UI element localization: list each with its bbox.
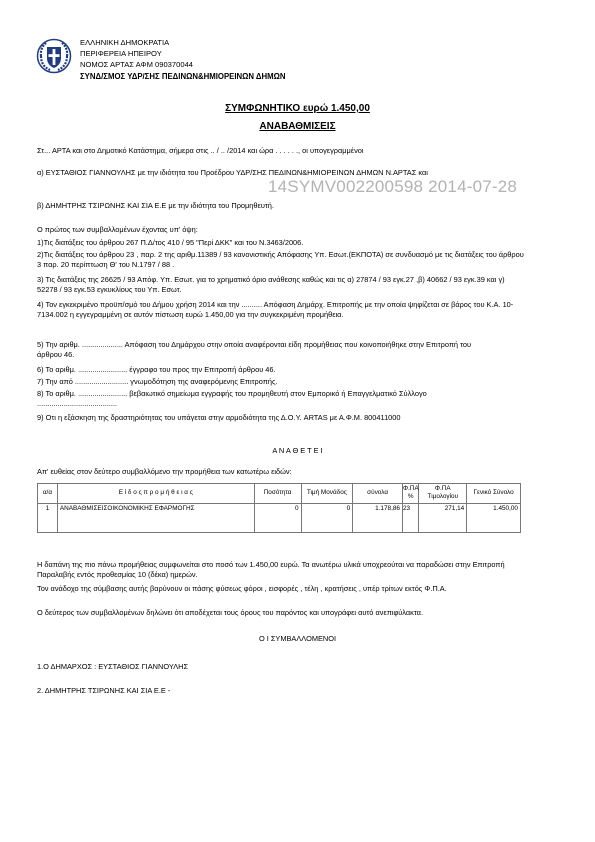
party-a: α) ΕΥΣΤΑΘΙΟΣ ΓΙΑΝΝΟΥΛΗΣ με την ιδιότητα του Προέδρου ΥΔΡ/ΣΗΣ ΠΕΔΙΝΩΝ&ΗΜΙΟΡΕΙΝΩΝ ΔΗΜΩΝ Ν.ΑΡΤΑΣ και <box>37 168 428 177</box>
cell-unit-price: 0 <box>301 503 353 532</box>
header-unit-price: Τιμή Μονάδος <box>301 484 353 504</box>
list-item-7: 7) Την από .......................... γνωμοδότηση της αναφερόμενης Επιτροπής. <box>37 377 278 386</box>
cell-index: 1 <box>38 503 58 532</box>
party-b: β) ΔΗΜΗΤΡΗΣ ΤΣΙΡΩΝΗΣ ΚΑΙ ΣΙΑ Ε.Ε με την ιδιότητα του Προμηθευτή. <box>37 201 274 210</box>
header-subtotal: σύνολα <box>353 484 403 504</box>
list-item-5: 5) Την αριθμ. .................... Απόφαση του Δημάρχου στην οποία αναφέρονται είδη προμήθειας που κοινοποιήθηκε στην Επιτροπή του άρθρου 46. <box>37 340 472 359</box>
closing-paragraph-1: Η δαπάνη της πιο πάνω προμήθειας συμφωνείται στο ποσό των 1.450,00 ευρώ. Τα ανωτέρω υλικά υποχρεούται να παραδώσει στην Επιτροπή Παραλαβής εντός προθεσμίας 10 (δέκα) ημερών. <box>37 560 505 579</box>
watermark: 14SYMV002200598 2014-07-28 <box>268 177 518 196</box>
header-index: α/α <box>38 484 58 504</box>
header-grand-total: Γενικό Σύνολο <box>467 484 521 504</box>
header-line-3: ΝΟΜΟΣ ΑΡΤΑΣ ΑΦΜ 090370044 <box>80 60 194 69</box>
items-table <box>37 483 521 533</box>
assigns-text: Απ' ευθείας στον δεύτερο συμβαλλόμενο την προμήθεια των κατωτέρω ειδών: <box>37 467 292 476</box>
consideration-2: 2)Τις διατάξεις του άρθρου 23 , παρ. 2 της αριθμ.11389 / 93 κανονιστικής Απόφασης Υπ. Εσωτ.(ΕΚΠΟΤΑ) σε συνδυασμό με τις διατάξεις του άρθρου 3 παρ. 20 περίπτωση Θ' του Ν.1797 / 88 . <box>37 250 524 269</box>
cell-subtotal: 1.178,86 <box>353 503 403 532</box>
list-item-9: 9) Οτι η εξάσκηση της δραστηριότητας του υπάγεται στην αρμοδιότητα της Δ.Ο.Υ. ARTAS με Α.Φ.Μ. 800411000 <box>37 413 401 422</box>
document-subtitle: ΑΝΑΒΑΘΜΙΣΕΙΣ <box>259 121 336 132</box>
header-item: Ε ί δ ο ς π ρ ο μ ή θ ε ι α ς <box>57 484 254 504</box>
signatory-1: 1.Ο ΔΗΜΑΡΧΟΣ : ΕΥΣΤΑΘΙΟΣ ΓΙΑΝΝΟΥΛΗΣ <box>37 662 189 671</box>
closing-paragraph-3: Ο δεύτερος των συμβαλλομένων δηλώνει ότι αποδέχεται τους όρους του παρόντος και υπογράφει αυτό ανεπιφύλακτα. <box>37 608 424 617</box>
header-vat-percent: Φ.ΠΑ % <box>402 484 418 504</box>
header-line-2: ΠΕΡΙΦΕΡΕΙΑ ΗΠΕΙΡΟΥ <box>80 49 162 58</box>
table-header-row <box>38 484 521 504</box>
consideration-3: 3) Τις διατάξεις της 26625 / 93 Απόφ. Υπ. Εσωτ. για το χρηματικό όριο ανάθεσης καθώς και τις α) 27874 / 93 εγκ.27 ,β) 40662 / 93 εγκ.39 και γ) 52278 / 93 εγκ.53 εγκυκλίους του Υπ. Εσωτ. <box>37 275 505 294</box>
closing-paragraph-2: Τον ανάδοχο της σύμβασης αυτής βαρύνουν οι πάσης φύσεως φόροι , εισφορές , τέλη , κρατήσεις , υπέρ τρίτων εκτός Φ.Π.Α. <box>37 584 447 593</box>
consideration-4: 4) Τον εγκεκριμένο προϋπ/σμό του Δήμου χρήση 2014 και την .......... Απόφαση Δημάρχ. Επιτροπής με την οποία ψηφίζεται σε βάρος του Κ.Α. 10-7134.002 η εγγεγραμμένη σε αυτόν πίστωση ευρώ 1.450,00 για την συγκεκριμένη προμήθεια. <box>37 300 514 319</box>
header-line-4: ΣΥΝΔ/ΣΜΟΣ ΥΔΡ/ΣΗΣ ΠΕΔΙΝΩΝ&ΗΜΙΟΡΕΙΝΩΝ ΔΗΜΩΝ <box>80 72 286 81</box>
cell-quantity: 0 <box>254 503 301 532</box>
header-quantity: Ποσότητα <box>254 484 301 504</box>
table-row <box>38 503 521 532</box>
assigns-heading: Α Ν Α Θ Ε Τ Ε Ι <box>272 446 323 455</box>
greek-coat-of-arms-icon <box>36 38 72 74</box>
cell-item: ΑΝΑΒΑΘΜΙΣΕΙΣΟΙΚΟΝΟΜΙΚΗΣ ΕΦΑΡΜΟΓΗΣ <box>57 503 254 532</box>
intro-text: Στ... ΑΡΤΑ και στο Δημοτικό Κατάστημα, σήμερα στις .. / .. /2014 και ώρα . . . . . ., οι υπογεγραμμένοι <box>37 146 364 155</box>
list-item-6: 6) Το αριθμ. ........................ έγγραφο του προς την Επιτροπή άρθρου 46. <box>37 365 276 374</box>
header-line-1: ΕΛΛΗΝΙΚΗ ΔΗΜΟΚΡΑΤΙΑ <box>80 38 170 47</box>
cell-vat-percent: 23 <box>402 503 418 532</box>
list-item-8: 8) Το αριθμ. ........................ βεβαιωτικό σημείωμα εγγραφής του προμηθευτή στον Εμπορικό ή Επαγγελματικό Σύλλογο ....................................... <box>37 389 427 408</box>
consideration-1: 1)Τις διατάξεις του άρθρου 267 Π.Δ/τος 410 / 95 "Περί ΔΚΚ" και του Ν.3463/2006. <box>37 238 304 247</box>
header-vat-amount: Φ.ΠΑ Τιμολογίου <box>419 484 467 504</box>
signatory-2: 2. ΔΗΜΗΤΡΗΣ ΤΣΙΡΩΝΗΣ ΚΑΙ ΣΙΑ Ε.Ε - <box>37 686 171 695</box>
signatories-heading: Ο Ι ΣΥΜΒΑΛΛΟΜΕΝΟΙ <box>258 634 337 643</box>
cell-grand-total: 1.450,00 <box>467 503 521 532</box>
cell-vat-amount: 271,14 <box>419 503 467 532</box>
considerations-heading: Ο πρώτος των συμβαλλομένων έχοντας υπ' όψη: <box>37 225 198 234</box>
document-title: ΣΥΜΦΩΝΗΤΙΚΟ ευρώ 1.450,00 <box>225 103 370 114</box>
